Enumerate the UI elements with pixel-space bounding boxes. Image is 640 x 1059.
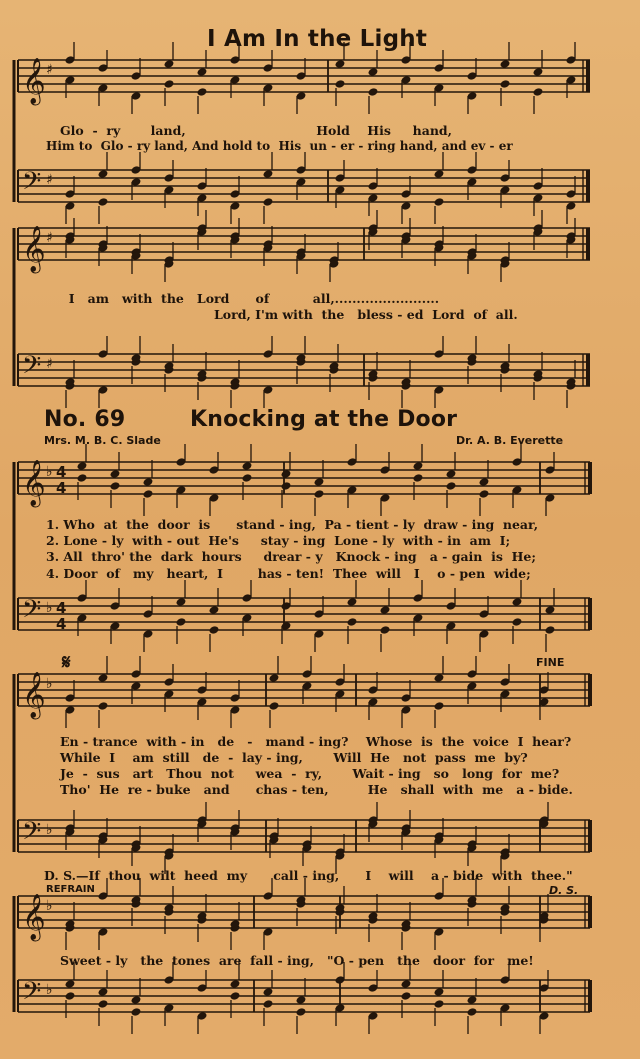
verse4-line-b: Tho' He re - buke and chas - ten, He shall with me a - bide. — [60, 782, 573, 797]
notehead — [434, 197, 445, 207]
notehead — [500, 79, 511, 89]
notehead — [446, 481, 457, 491]
notehead — [176, 617, 187, 627]
notehead — [263, 999, 274, 1009]
hymn2-title: Knocking at the Door — [190, 407, 458, 432]
key-signature: ♯ — [46, 62, 53, 78]
notehead — [131, 1007, 142, 1017]
bass-clef: 𝄢 — [22, 167, 42, 202]
key-signature: ♭ — [46, 600, 53, 616]
verse3-line-b: Je - sus art Thou not wea - ry, Wait - ing so long for me? — [60, 766, 560, 781]
treble-clef: 𝄞 — [22, 894, 46, 940]
refrain-lyric-line: Sweet - ly the tones are fall - ing, "O - pen the door for me! — [60, 953, 534, 968]
notehead — [77, 473, 88, 483]
staff-5 — [18, 462, 590, 494]
time-signature-top: 4 — [56, 599, 67, 617]
hymn2-number: No. 69 — [44, 407, 126, 432]
time-signature-bottom: 4 — [56, 479, 67, 497]
notehead — [242, 473, 253, 483]
notehead — [335, 79, 346, 89]
ds-lyric-line: D. S.—If thou wilt heed my call - ing, I will a - bide with thee." — [44, 868, 573, 883]
notehead — [533, 87, 544, 97]
notehead — [143, 489, 154, 499]
fine-mark: FINE — [536, 656, 565, 669]
notehead — [434, 701, 445, 711]
bass-clef: 𝄢 — [22, 817, 42, 852]
notehead — [368, 87, 379, 97]
bass-clef: 𝄢 — [22, 351, 42, 386]
notehead — [269, 701, 280, 711]
verse2-line-a: 2. Lone - ly with - out He's stay - ing Lone - ly with - in am I; — [46, 533, 511, 548]
notehead — [296, 1007, 307, 1017]
notehead — [209, 625, 220, 635]
notehead — [65, 991, 76, 1001]
treble-clef: 𝄞 — [22, 672, 46, 718]
notehead — [434, 999, 445, 1009]
treble-clef: 𝄞 — [22, 58, 46, 104]
hymn1-lyric-line-4: Lord, I'm with the bless - ed Lord of all. — [214, 307, 518, 322]
staff-6 — [18, 598, 590, 630]
bass-clef: 𝄢 — [22, 595, 42, 630]
notehead — [230, 991, 241, 1001]
bass-clef: 𝄢 — [22, 977, 42, 1012]
verse2-line-b: While I am still de - lay - ing, Will He not pass me by? — [60, 750, 528, 765]
notehead — [110, 481, 121, 491]
notehead — [98, 701, 109, 711]
notehead — [164, 79, 175, 89]
ds-mark: D. S. — [549, 884, 579, 897]
notehead — [479, 489, 490, 499]
time-signature-top: 4 — [56, 463, 67, 481]
notehead — [314, 489, 325, 499]
hymn2-composer: Dr. A. B. Everette — [456, 434, 564, 447]
time-signature-bottom: 4 — [56, 615, 67, 633]
key-signature: ♭ — [46, 982, 53, 998]
treble-clef: 𝄞 — [22, 460, 46, 506]
key-signature: ♭ — [46, 464, 53, 480]
key-signature: ♯ — [46, 172, 53, 188]
notehead — [545, 625, 556, 635]
hymn2-author: Mrs. M. B. C. Slade — [44, 434, 161, 447]
notehead — [263, 197, 274, 207]
notehead — [347, 617, 358, 627]
notehead — [197, 87, 208, 97]
verse4-line-a: 4. Door of my heart, I has - ten! Thee will I o - pen wide; — [46, 566, 531, 581]
key-signature: ♭ — [46, 898, 53, 914]
notehead — [98, 999, 109, 1009]
verse1-line-b: En - trance with - in de - mand - ing? Whose is the voice I hear? — [60, 734, 572, 749]
hymn1-lyric-line-2: Him to Glo - ry land, And hold to His un - er - ring hand, and ev - er — [46, 139, 513, 153]
notehead — [98, 197, 109, 207]
key-signature: ♭ — [46, 676, 53, 692]
key-signature: ♯ — [46, 356, 53, 372]
treble-clef: 𝄞 — [22, 226, 46, 272]
key-signature: ♭ — [46, 822, 53, 838]
notehead — [467, 1007, 478, 1017]
notehead — [413, 473, 424, 483]
notehead — [401, 991, 412, 1001]
segno-sign: 𝄋 — [62, 650, 71, 674]
key-signature: ♯ — [46, 230, 53, 246]
notehead — [512, 617, 523, 627]
notehead — [281, 481, 292, 491]
notehead — [380, 625, 391, 635]
hymn1-title: I Am In the Light — [207, 26, 428, 52]
hymn1-lyric-line-3: I am with the Lord of all,........................ — [60, 291, 440, 306]
verse1-line-a: 1. Who at the door is stand - ing, Pa - tient - ly draw - ing near, — [46, 517, 539, 532]
refrain-label: REFRAIN — [46, 884, 95, 895]
hymn1-lyric-line-1: Glo - ry land, Hold His hand, — [60, 123, 453, 138]
verse3-line-a: 3. All thro' the dark hours drear - y Knock - ing a - gain is He; — [46, 549, 536, 564]
